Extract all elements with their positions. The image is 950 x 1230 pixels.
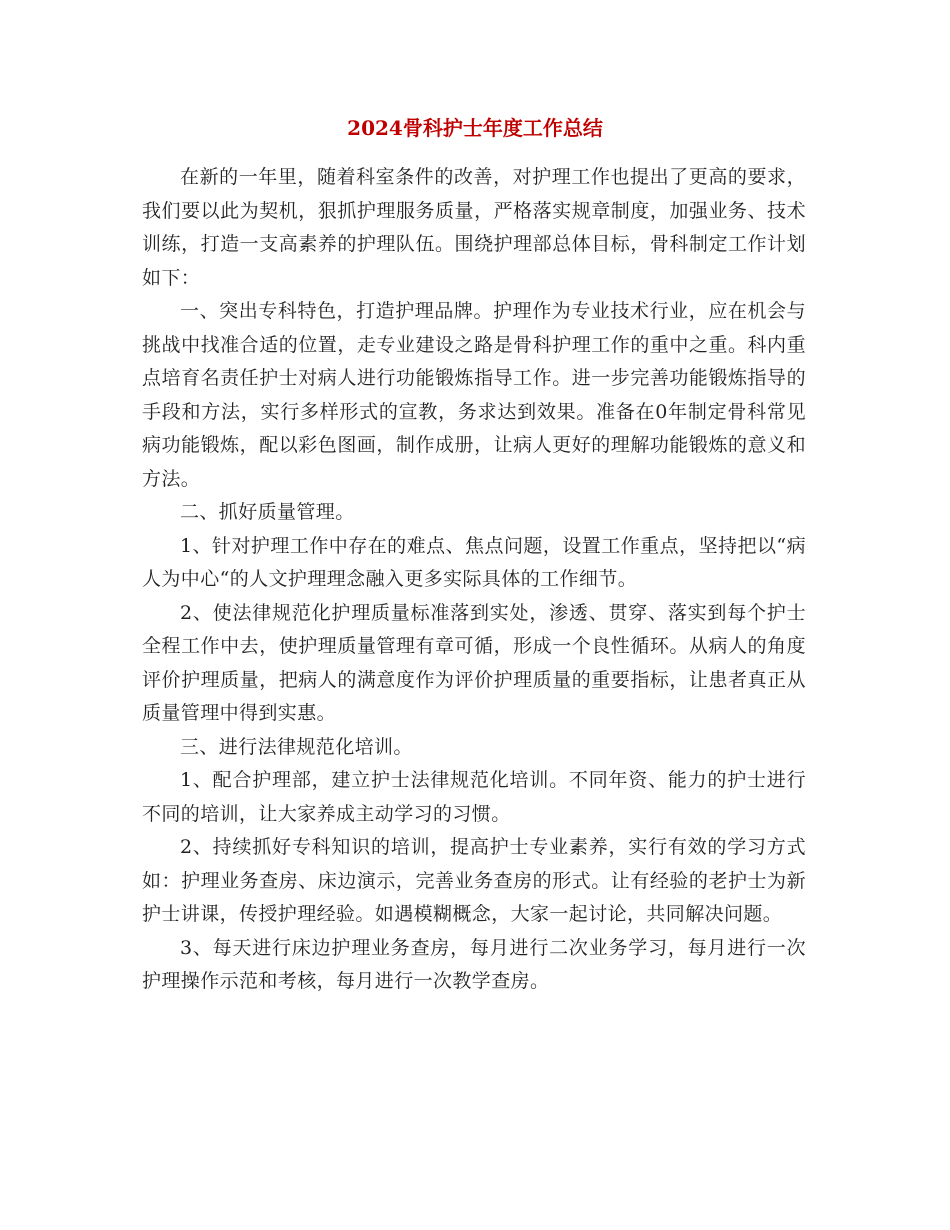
paragraph-section-2-item-2: 2、使法律规范化护理质量标准落到实处，渗透、贯穿、落实到每个护士全程工作中去，使护理质量管理有章可循，形成一个良性循环。从病人的角度评价护理质量，把病人的满意度作为评价护理质量的重要指标，让患者真正从质量管理中得到实惠。 <box>142 601 806 724</box>
document-title: 2024骨科护士年度工作总结 <box>347 116 603 140</box>
paragraph-section-3-item-3: 3、每天进行床边护理业务查房，每月进行二次业务学习，每月进行一次护理操作示范和考核，每月进行一次教学查房。 <box>142 936 806 992</box>
paragraph-section-1: 一、突出专科特色，打造护理品牌。护理作为专业技术行业，应在机会与挑战中找准合适的位置，走专业建设之路是骨科护理工作的重中之重。科内重点培育名责任护士对病人进行功能锻炼指导工作。进一步完善功能锻炼指导的手段和方法，实行多样形式的宣教，务求达到效果。准备在0年制定骨科常见病功能锻炼，配以彩色图画，制作成册，让病人更好的理解功能锻炼的意义和方法。 <box>142 300 806 490</box>
paragraph-intro: 在新的一年里，随着科室条件的改善，对护理工作也提出了更高的要求，我们要以此为契机，狠抓护理服务质量，严格落实规章制度，加强业务、技术训练，打造一支高素养的护理队伍。围绕护理部总体目标，骨科制定工作计划如下： <box>142 166 806 289</box>
paragraph-section-2-item-1: 1、针对护理工作中存在的难点、焦点问题，设置工作重点，坚持把以“病人为中心“的人文护理理念融入更多实际具体的工作细节。 <box>142 534 806 590</box>
heading-section-2: 二、抓好质量管理。 <box>180 501 355 523</box>
paragraph-section-3-item-2: 2、持续抓好专科知识的培训，提高护士专业素养，实行有效的学习方式如：护理业务查房、床边演示，完善业务查房的形式。让有经验的老护士为新护士讲课，传授护理经验。如遇模糊概念，大家一起讨论，共同解决问题。 <box>142 836 806 925</box>
heading-section-3: 三、进行法律规范化培训。 <box>180 735 413 758</box>
paragraph-section-3-item-1: 1、配合护理部，建立护士法律规范化培训。不同年资、能力的护士进行不同的培训，让大家养成主动学习的习惯。 <box>142 769 806 825</box>
document-body <box>142 161 806 999</box>
